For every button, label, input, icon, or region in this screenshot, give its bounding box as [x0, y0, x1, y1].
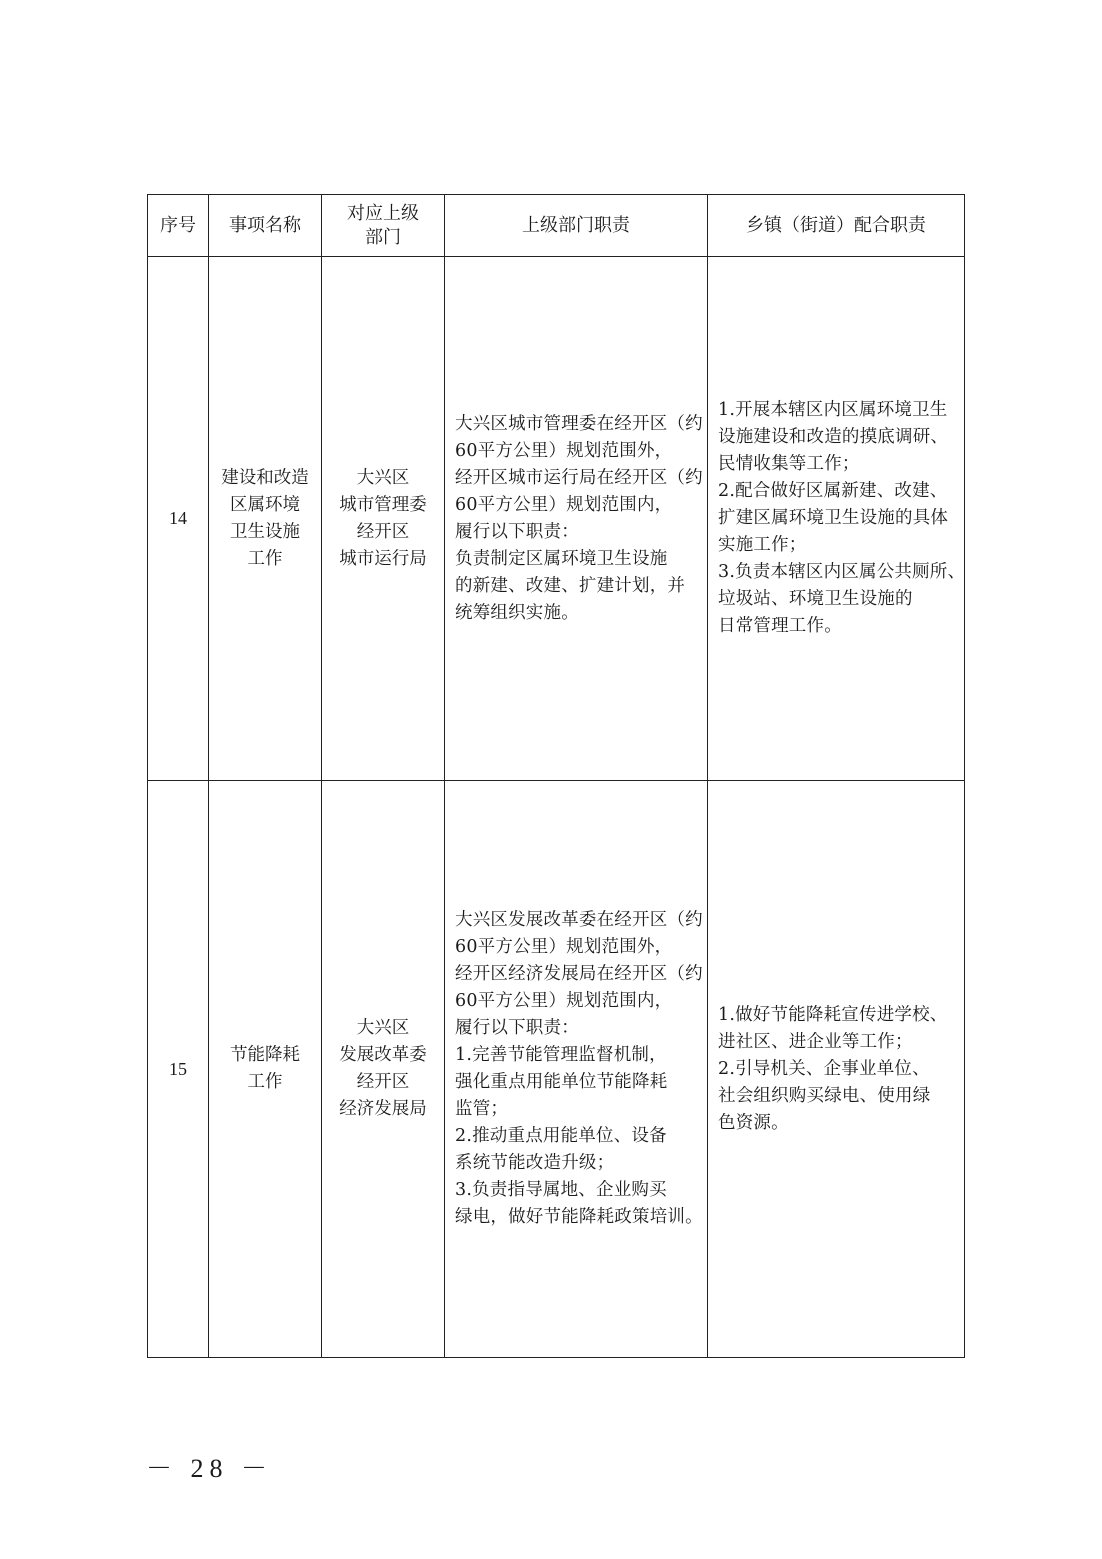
header-upper-dept: 对应上级 部门	[322, 195, 445, 257]
table-row	[148, 257, 965, 781]
page-number: － 28 －	[146, 1454, 274, 1483]
item-name-cell: 建设和改造 区属环境 卫生设施 工作	[209, 257, 322, 781]
header-item-name: 事项名称	[209, 195, 322, 257]
upper-duties-cell: 大兴区发展改革委在经开区（约 60平方公里）规划范围外， 经开区经济发展局在经开区（约 60平方公里）规划范围内， 履行以下职责： 1.完善节能管理监督机制， 强化重点用能单位节能降耗 监管； 2.推动重点用能单位、设备 系统节能改造升级； 3.负责指导属地、企业购买 绿电，做好节能降耗政策培训。	[445, 781, 708, 1358]
header-town-duties: 乡镇（街道）配合职责	[708, 195, 965, 257]
town-duties-cell: 1.做好节能降耗宣传进学校、 进社区、进企业等工作； 2.引导机关、企事业单位、 社会组织购买绿电、使用绿 色资源。	[708, 781, 965, 1358]
row-number: 15	[148, 781, 209, 1358]
table-row	[148, 781, 965, 1358]
town-duties-cell: 1.开展本辖区内区属环境卫生 设施建设和改造的摸底调研、 民情收集等工作； 2.配合做好区属新建、改建、 扩建区属环境卫生设施的具体 实施工作； 3.负责本辖区内区属公共厕所、 垃圾站、环境卫生设施的 日常管理工作。	[708, 257, 965, 781]
upper-duties-cell: 大兴区城市管理委在经开区（约 60平方公里）规划范围外， 经开区城市运行局在经开区（约 60平方公里）规划范围内， 履行以下职责： 负责制定区属环境卫生设施 的新建、改建、扩建计划，并 统筹组织实施。	[445, 257, 708, 781]
duty-table	[147, 194, 965, 1358]
header-number: 序号	[148, 195, 209, 257]
table-header-row	[148, 195, 965, 257]
header-upper-duties: 上级部门职责	[445, 195, 708, 257]
row-number: 14	[148, 257, 209, 781]
item-name-cell: 节能降耗 工作	[209, 781, 322, 1358]
upper-dept-cell: 大兴区 发展改革委 经开区 经济发展局	[322, 781, 445, 1358]
upper-dept-cell: 大兴区 城市管理委 经开区 城市运行局	[322, 257, 445, 781]
